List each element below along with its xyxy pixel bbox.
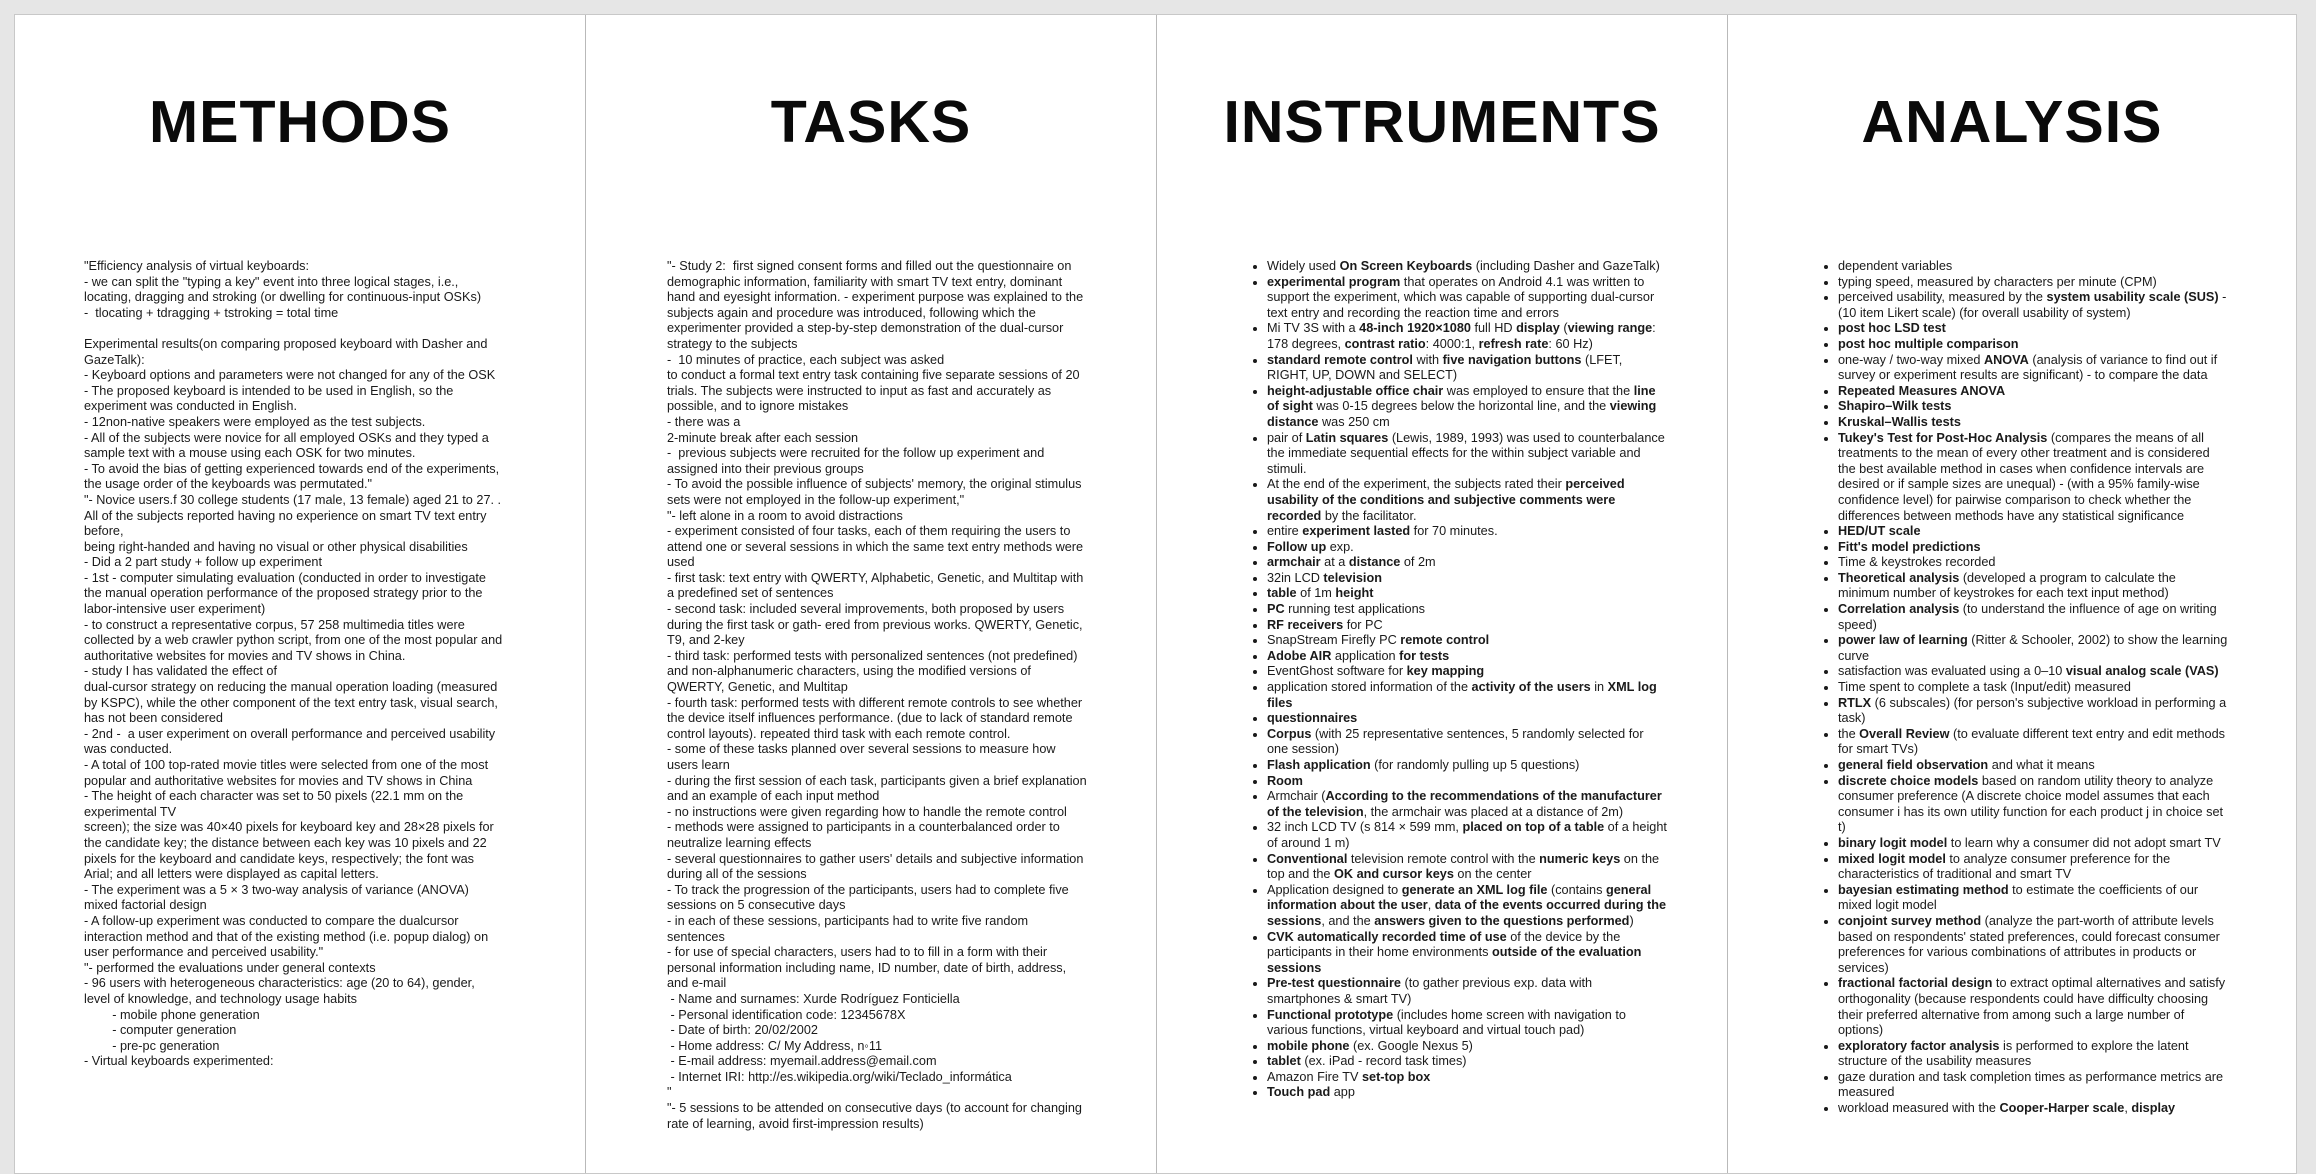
analysis-list-item: • power law of learning (Ritter & Schooler, 2002) to show the learning curve	[1838, 633, 2228, 664]
instruments-list-item: • Room	[1267, 774, 1667, 790]
tasks-title: TASKS	[770, 89, 972, 155]
instruments-list-item: • CVK automatically recorded time of use of the device by the participants in their home environments outside of the evaluation sessions	[1267, 930, 1667, 977]
analysis-list-item: • HED/UT scale	[1838, 524, 2228, 540]
analysis-list-item: • Theoretical analysis (developed a program to calculate the minimum number of keystrokes for each text input method)	[1838, 571, 2228, 602]
analysis-list-item: • exploratory factor analysis is performed to explore the latent structure of the usability measures	[1838, 1039, 2228, 1070]
instruments-list-item: • 32 inch LCD TV (s 814 × 599 mm, placed on top of a table of a height of around 1 m)	[1267, 820, 1667, 851]
analysis-list-item: • discrete choice models based on random utility theory to analyze consumer preference (A discrete choice model assumes that each consumer i has its own utility function for each product j in choice set t)	[1838, 774, 2228, 836]
instruments-list-item: • standard remote control with five navigation buttons (LFET, RIGHT, UP, DOWN and SELECT)	[1267, 353, 1667, 384]
analysis-list-item: • Correlation analysis (to understand the influence of age on writing speed)	[1838, 602, 2228, 633]
analysis-list-item: • perceived usability, measured by the system usability scale (SUS) - (10 item Likert scale) (for overall usability of system)	[1838, 290, 2228, 321]
instruments-list-item: • armchair at a distance of 2m	[1267, 555, 1667, 571]
analysis-list	[1818, 259, 2228, 1117]
analysis-list-item: • RTLX (6 subscales) (for person's subjective workload in performing a task)	[1838, 696, 2228, 727]
analysis-list-item: • binary logit model to learn why a consumer did not adopt smart TV	[1838, 836, 2228, 852]
methods-text-block	[84, 259, 504, 1070]
analysis-list-block	[1818, 259, 2228, 1117]
methods-text: "Efficiency analysis of virtual keyboards: - we can split the "typing a key" event into three logical stages, i.e., locating, dragging and stroking (or dwelling for continuous-input OSKs) - tlocating + tdragging + tstroking = total time Experimental results(on comparing proposed keyboard with Dasher and GazeTalk): - Keyboard options and parameters were not changed for any of the OSK - The proposed keyboard is intended to be used in English, so the experiment was conducted in English. - 12non-native speakers were employed as the test subjects. - All of the subjects were novice for all employed OSKs and they typed a sample text with a mouse using each OSK for two minutes. - To avoid the bias of getting experienced towards end of the experiments, the usage order of the keyboards was permutated." "- Novice users.f 30 college students (17 male, 13 female) aged 21 to 27. . All of the subjects reported having no experience on smart TV text entry before, being right-handed and having no visual or other physical disabilities - Did a 2 part study + follow up experiment - 1st - computer simulating evaluation (conducted in order to investigate the manual operation performance of the proposed strategy prior to the labor-intensive user experiment) - to construct a representative corpus, 57 258 multimedia titles were collected by a web crawler python script, from one of the most popular and authoritative websites for movies and TV shows in China. - study I has validated the effect of dual-cursor strategy on reducing the manual operation loading (measured by KSPC), while the other component of the text entry task, visual search, has not been considered - 2nd - a user experiment on overall performance and perceived usability was conducted. - A total of 100 top-rated movie titles were selected from one of the most popular and authoritative websites for movies and TV shows in China - The height of each character was set to 50 pixels (22.1 mm on the experimental TV screen); the size was 40×40 pixels for keyboard key and 28×28 pixels for the candidate key; the distance between each key was 10 pixels and 22 pixels for the keyboard and candidate keys, respectively; the font was Arial; and all letters were displayed as capital letters. - The experiment was a 5 × 3 two-way analysis of variance (ANOVA) mixed factorial design - A follow-up experiment was conducted to compare the dualcursor interaction method and that of the existing method (i.e. popup dialog) on user performance and perceived usability." "- performed the evaluations under general contexts - 96 users with heterogeneous characteristics: age (20 to 64), gender, level of knowledge, and technology usage habits - mobile phone generation - computer generation - pre-pc generation - Virtual keyboards experimented:	[84, 259, 503, 1069]
analysis-list-item: • bayesian estimating method to estimate the coefficients of our mixed logit model	[1838, 883, 2228, 914]
instruments-title: INSTRUMENTS	[1223, 89, 1661, 155]
analysis-list-item: • Repeated Measures ANOVA	[1838, 384, 2228, 400]
instruments-list-item: • Follow up exp.	[1267, 540, 1667, 556]
instruments-list-item: • 32in LCD television	[1267, 571, 1667, 587]
analysis-list-item: • post hoc multiple comparison	[1838, 337, 2228, 353]
tasks-text-block	[667, 259, 1087, 1132]
instruments-list-item: • Touch pad app	[1267, 1085, 1667, 1101]
analysis-list-item: • the Overall Review (to evaluate different text entry and edit methods for smart TVs)	[1838, 727, 2228, 758]
tasks-text: "- Study 2: first signed consent forms and filled out the questionnaire on demographic information, familiarity with smart TV text entry, dominant hand and eyesight information. - experiment purpose was explained to the subjects again and procedure was introduced, following which the experimenter provided a step-by-step demonstration of the dual-cursor strategy to the subjects - 10 minutes of practice, each subject was asked to conduct a formal text entry task containing five separate sessions of 20 trials. The subjects were instructed to input as fast and accurately as possible, and to ignore mistakes - there was a 2-minute break after each session - previous subjects were recruited for the follow up experiment and assigned into their previous groups - To avoid the possible influence of subjects' memory, the original stimulus sets were not employed in the follow-up experiment," "- left alone in a room to avoid distractions - experiment consisted of four tasks, each of them requiring the users to attend one or several sessions in which the same text entry methods were used - first task: text entry with QWERTY, Alphabetic, Genetic, and Multitap with a predefined set of sentences - second task: included several improvements, both proposed by users during the first task or gath- ered from previous works. QWERTY, Genetic, T9, and 2-key - third task: performed tests with personalized sentences (not predefined) and non-alphanumeric characters, using the modified versions of QWERTY, Genetic, and Multitap - fourth task: performed tests with different remote controls to see whether the device itself influences performance. (due to lack of standard remote control layouts). repeated third task with each remote control. - some of these tasks planned over several sessions to measure how users learn - during the first session of each task, participants given a brief explanation and an example of each input method - no instructions were given regarding how to handle the remote control - methods were assigned to participants in a counterbalanced order to neutralize learning effects - several questionnaires to gather users' details and subjective information during all of the sessions - To track the progression of the participants, users had to complete five sessions on 5 consecutive days - in each of these sessions, participants had to write five random sentences - for use of special characters, users had to to fill in a form with their personal information including name, ID number, date of birth, address, and e-mail - Name and surnames: Xurde Rodríguez Fonticiella - Personal identification code: 12345678X - Date of birth: 20/02/2002 - Home address: C/ My Address, n◦11 - E-mail address: myemail.address@email.com - Internet IRI: http://es.wikipedia.org/wiki/Teclado_informática " "- 5 sessions to be attended on consecutive days (to account for changing rate of learning, avoid first-impression results)	[667, 259, 1087, 1131]
instruments-list-item: • Armchair (According to the recommendations of the manufacturer of the television, the armchair was placed at a distance of 2m)	[1267, 789, 1667, 820]
analysis-list-item: • typing speed, measured by characters per minute (CPM)	[1838, 275, 2228, 291]
analysis-list-item: • gaze duration and task completion times as performance metrics are measured	[1838, 1070, 2228, 1101]
instruments-list-item: • Adobe AIR application for tests	[1267, 649, 1667, 665]
analysis-list-item: • general field observation and what it means	[1838, 758, 2228, 774]
analysis-list-item: • fractional factorial design to extract optimal alternatives and satisfy orthogonality (because respondents could have difficulty choosing their preferred alternative from among such a large number of options)	[1838, 976, 2228, 1038]
instruments-list-item: • Widely used On Screen Keyboards (including Dasher and GazeTalk)	[1267, 259, 1667, 275]
analysis-list-item: • mixed logit model to analyze consumer preference for the characteristics of traditional and smart TV	[1838, 852, 2228, 883]
tasks-column	[586, 15, 1157, 1173]
analysis-list-item: • Time spent to complete a task (Input/edit) measured	[1838, 680, 2228, 696]
instruments-list-item: • tablet (ex. iPad - record task times)	[1267, 1054, 1667, 1070]
instruments-list-item: • questionnaires	[1267, 711, 1667, 727]
instruments-list-item: • Mi TV 3S with a 48-inch 1920×1080 full HD display (viewing range: 178 degrees, contrast ratio: 4000:1, refresh rate: 60 Hz)	[1267, 321, 1667, 352]
analysis-list-item: • post hoc LSD test	[1838, 321, 2228, 337]
methods-title: METHODS	[149, 89, 451, 155]
analysis-list-item: • Kruskal–Wallis tests	[1838, 415, 2228, 431]
instruments-list-item: • Corpus (with 25 representative sentences, 5 randomly selected for one session)	[1267, 727, 1667, 758]
analysis-list-item: • one-way / two-way mixed ANOVA (analysis of variance to find out if survey or experiment results are significant) - to compare the data	[1838, 353, 2228, 384]
instruments-list-item: • Flash application (for randomly pulling up 5 questions)	[1267, 758, 1667, 774]
instruments-list-item: • Functional prototype (includes home screen with navigation to various functions, virtual keyboard and virtual touch pad)	[1267, 1008, 1667, 1039]
analysis-list-item: • Time & keystrokes recorded	[1838, 555, 2228, 571]
instruments-list-item: • Pre-test questionnaire (to gather previous exp. data with smartphones & smart TV)	[1267, 976, 1667, 1007]
instruments-column	[1157, 15, 1728, 1173]
instruments-list-item: • EventGhost software for key mapping	[1267, 664, 1667, 680]
instruments-list-item: • PC running test applications	[1267, 602, 1667, 618]
instruments-list-item: • Amazon Fire TV set-top box	[1267, 1070, 1667, 1086]
analysis-list-item: • Shapiro–Wilk tests	[1838, 399, 2228, 415]
instruments-list	[1247, 259, 1667, 1101]
instruments-list-item: • pair of Latin squares (Lewis, 1989, 1993) was used to counterbalance the immediate sequential effects for the within subject variable and stimuli.	[1267, 431, 1667, 478]
board	[14, 14, 2297, 1174]
analysis-list-item: • Tukey's Test for Post-Hoc Analysis (compares the means of all treatments to the mean of every other treatment and is considered the best available method in cases when confidence intervals are desired or if sample sizes are unequal) - (with a 95% family-wise confidence level) for pairwise comparison to check whether the differences between methods have any statistical significance	[1838, 431, 2228, 525]
instruments-list-item: • At the end of the experiment, the subjects rated their perceived usability of the conditions and subjective comments were recorded by the facilitator.	[1267, 477, 1667, 524]
analysis-list-item: • Fitt's model predictions	[1838, 540, 2228, 556]
instruments-list-item: • SnapStream Firefly PC remote control	[1267, 633, 1667, 649]
instruments-list-item: • Application designed to generate an XML log file (contains general information about the user, data of the events occurred during the sessions, and the answers given to the questions performed)	[1267, 883, 1667, 930]
instruments-list-item: • application stored information of the activity of the users in XML log files	[1267, 680, 1667, 711]
analysis-list-item: • satisfaction was evaluated using a 0–10 visual analog scale (VAS)	[1838, 664, 2228, 680]
instruments-list-item: • mobile phone (ex. Google Nexus 5)	[1267, 1039, 1667, 1055]
instruments-list-block	[1247, 259, 1667, 1101]
analysis-column	[1728, 15, 2296, 1173]
methods-column	[15, 15, 586, 1173]
instruments-list-item: • table of 1m height	[1267, 586, 1667, 602]
instruments-list-item: • RF receivers for PC	[1267, 618, 1667, 634]
analysis-title: ANALYSIS	[1861, 89, 2163, 155]
analysis-list-item: • dependent variables	[1838, 259, 2228, 275]
instruments-list-item: • experimental program that operates on Android 4.1 was written to support the experiment, which was capable of supporting dual-cursor text entry and recording the reaction time and errors	[1267, 275, 1667, 322]
instruments-list-item: • entire experiment lasted for 70 minutes.	[1267, 524, 1667, 540]
analysis-list-item: • workload measured with the Cooper-Harper scale, display	[1838, 1101, 2228, 1117]
instruments-list-item: • height-adjustable office chair was employed to ensure that the line of sight was 0-15 degrees below the horizontal line, and the viewing distance was 250 cm	[1267, 384, 1667, 431]
analysis-list-item: • conjoint survey method (analyze the part-worth of attribute levels based on respondents' stated preferences, could forecast consumer preferences for various combinations of attributes in products or services)	[1838, 914, 2228, 976]
instruments-list-item: • Conventional television remote control with the numeric keys on the top and the OK and cursor keys on the center	[1267, 852, 1667, 883]
